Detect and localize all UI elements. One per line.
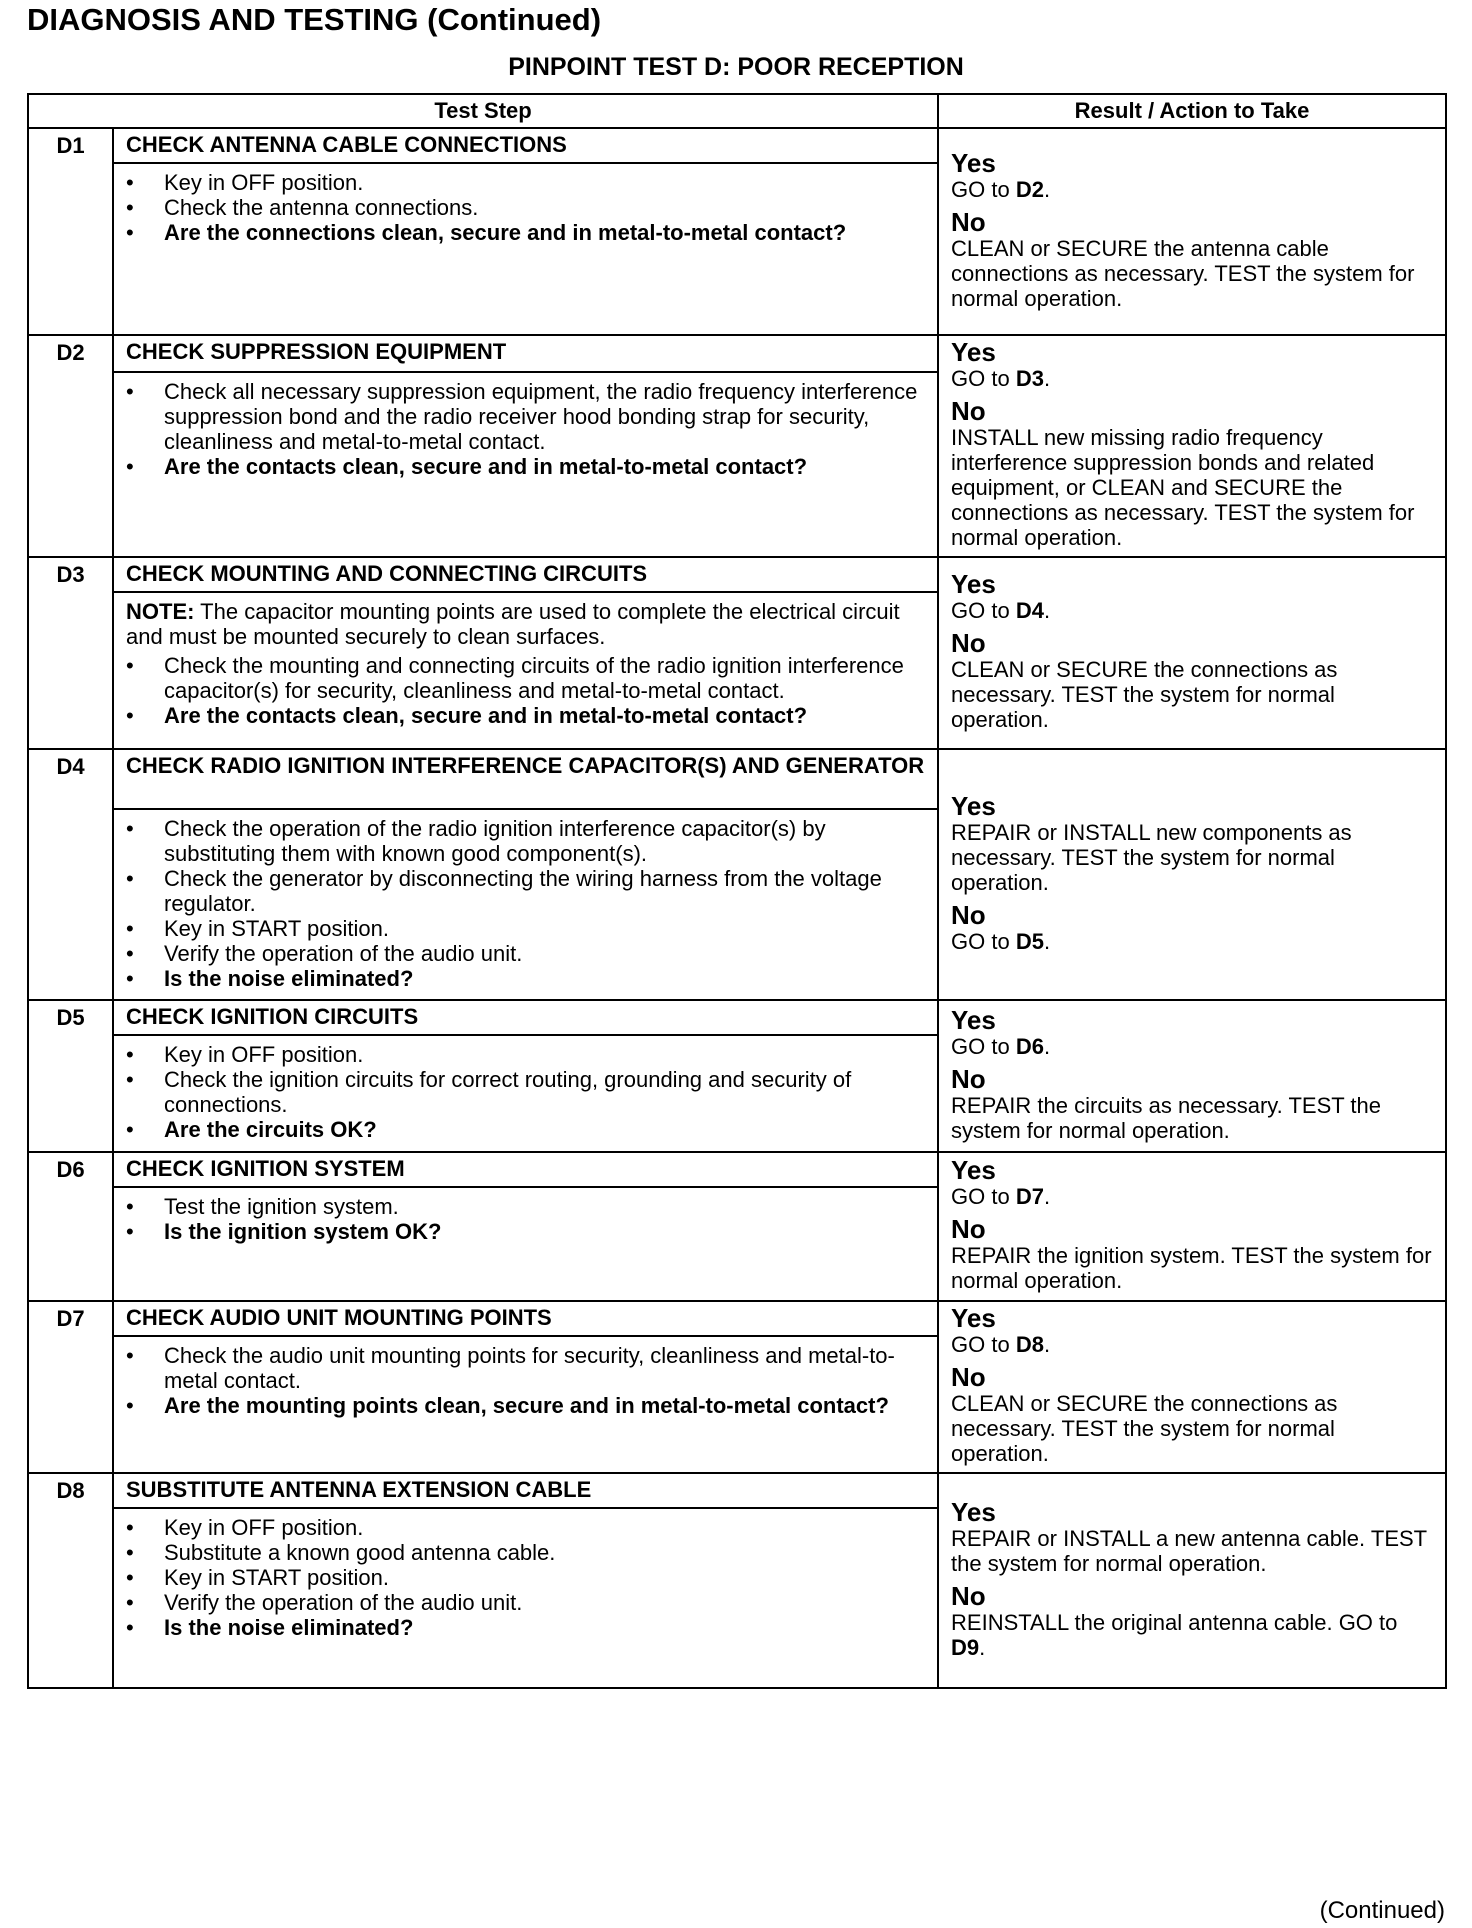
bullet-icon: • <box>126 454 134 480</box>
step-title-row <box>28 1152 1446 1187</box>
bullet-icon: • <box>126 1515 134 1540</box>
result-action-text: REPAIR the ignition system. TEST the system for normal operation. <box>951 1243 1432 1293</box>
pinpoint-test-table <box>27 93 1447 1689</box>
result-action-suffix: . <box>1043 1332 1051 1357</box>
step-note <box>126 599 925 649</box>
instruction-text: Check the operation of the radio ignition interference capacitor(s) by substituting them with known good component(s). <box>164 816 826 866</box>
bullet-icon: • <box>126 1343 134 1369</box>
result-action <box>951 929 1433 954</box>
instruction-item <box>126 195 925 220</box>
step-title-row <box>28 335 1446 372</box>
bullet-icon: • <box>126 170 134 195</box>
step-result <box>938 128 1446 335</box>
step-result <box>938 557 1446 749</box>
result-action <box>951 1093 1433 1143</box>
step-title: CHECK MOUNTING AND CONNECTING CIRCUITS <box>113 557 938 592</box>
instruction-item <box>126 1393 925 1418</box>
result-action <box>951 177 1433 202</box>
step-title-row <box>28 128 1446 163</box>
result-action-suffix: . <box>1043 1184 1051 1209</box>
instruction-text: Is the ignition system OK? <box>164 1219 442 1244</box>
instruction-item <box>126 170 925 195</box>
instruction-text: Check the generator by disconnecting the wiring harness from the voltage regulator. <box>164 866 882 916</box>
bullet-icon: • <box>126 379 134 405</box>
result-label: Yes <box>951 1004 996 1035</box>
instruction-text: Are the mounting points clean, secure and in metal-to-metal contact? <box>164 1393 889 1419</box>
column-header-result: Result / Action to Take <box>938 94 1446 128</box>
result-step-link[interactable]: D4 <box>1015 598 1044 623</box>
result-step-link[interactable]: D3 <box>1015 366 1044 391</box>
bullet-icon: • <box>126 866 134 891</box>
bullet-icon: • <box>126 653 134 678</box>
result-action <box>951 425 1433 550</box>
result-label: No <box>951 1214 986 1244</box>
note-label: NOTE: <box>126 599 195 624</box>
instruction-item <box>126 1540 925 1565</box>
step-title: CHECK IGNITION CIRCUITS <box>113 1000 938 1035</box>
instruction-item <box>126 1590 925 1615</box>
instruction-text: Verify the operation of the audio unit. <box>164 1590 523 1615</box>
bullet-icon: • <box>126 220 134 245</box>
result-step-link[interactable]: D8 <box>1015 1332 1044 1357</box>
result-action-text: GO to <box>951 1184 1016 1209</box>
instruction-item <box>126 1343 925 1393</box>
bullet-icon: • <box>126 1565 134 1590</box>
step-id: D6 <box>28 1152 113 1301</box>
bullet-icon: • <box>126 941 134 966</box>
instruction-item <box>126 1194 925 1219</box>
result-label: Yes <box>951 337 996 367</box>
result-step-link[interactable]: D9 <box>951 1634 980 1660</box>
step-id: D5 <box>28 1000 113 1152</box>
result-label: No <box>951 899 986 930</box>
pinpoint-test-title: PINPOINT TEST D: POOR RECEPTION <box>508 53 964 81</box>
result-action-text: GO to <box>951 366 1016 391</box>
instruction-item <box>126 816 925 866</box>
bullet-icon: • <box>126 1067 134 1092</box>
bullet-icon: • <box>126 816 134 841</box>
result-action-text: REPAIR or INSTALL a new antenna cable. TEST the system for normal operation. <box>951 1525 1427 1576</box>
result-action <box>951 1243 1433 1293</box>
instruction-text: Test the ignition system. <box>164 1194 399 1219</box>
result-action-text: CLEAN or SECURE the connections as necessary. TEST the system for normal operation. <box>951 657 1338 732</box>
result-step-link[interactable]: D6 <box>1015 1033 1044 1059</box>
result-label: Yes <box>951 1496 996 1527</box>
step-instructions <box>113 372 938 557</box>
result-action-text: CLEAN or SECURE the antenna cable connections as necessary. TEST the system for normal operation. <box>951 235 1415 311</box>
page-header: DIAGNOSIS AND TESTING (Continued) <box>27 2 602 37</box>
column-header-test-step: Test Step <box>28 94 938 128</box>
result-label: Yes <box>951 1303 996 1333</box>
bullet-icon: • <box>126 703 134 728</box>
result-label: No <box>951 206 986 237</box>
instruction-text: Key in START position. <box>164 916 389 941</box>
step-instructions <box>113 163 938 335</box>
bullet-icon: • <box>126 1615 134 1640</box>
step-id: D4 <box>28 749 113 1000</box>
result-action <box>951 1184 1433 1209</box>
result-label: Yes <box>951 790 996 821</box>
step-title-row <box>28 557 1446 592</box>
instruction-text: Are the circuits OK? <box>164 1117 377 1142</box>
result-label: No <box>951 628 986 658</box>
instruction-item <box>126 703 925 728</box>
instruction-text: Key in START position. <box>164 1565 389 1590</box>
result-action-text: GO to <box>951 1033 1016 1059</box>
step-id: D7 <box>28 1301 113 1473</box>
step-result <box>938 1152 1446 1301</box>
step-title-row <box>28 1000 1446 1035</box>
result-label: No <box>951 396 986 426</box>
result-action-text: GO to <box>951 176 1016 202</box>
result-action-text: REINSTALL the original antenna cable. GO to <box>951 1609 1398 1635</box>
step-title: CHECK ANTENNA CABLE CONNECTIONS <box>113 128 938 163</box>
continued-label: (Continued) <box>1319 1897 1445 1924</box>
instruction-item <box>126 1615 925 1640</box>
bullet-icon: • <box>126 195 134 220</box>
step-id: D1 <box>28 128 113 335</box>
result-action-text: GO to <box>951 928 1016 954</box>
bullet-icon: • <box>126 1393 134 1419</box>
instruction-item <box>126 220 925 245</box>
result-action-text: GO to <box>951 1332 1016 1357</box>
step-id: D2 <box>28 335 113 557</box>
result-action-suffix: . <box>1043 598 1051 623</box>
step-title: CHECK AUDIO UNIT MOUNTING POINTS <box>113 1301 938 1336</box>
result-action <box>951 1332 1433 1357</box>
step-title-row <box>28 1301 1446 1336</box>
result-action-suffix: . <box>1043 928 1051 954</box>
step-result <box>938 1473 1446 1688</box>
instruction-text: Check the mounting and connecting circuits of the radio ignition interference capacitor(s) for security, cleanliness and metal-to-metal contact. <box>164 653 904 703</box>
instruction-text: Are the contacts clean, secure and in metal-to-metal contact? <box>164 454 808 480</box>
result-action-suffix: . <box>1043 366 1051 391</box>
step-title-row <box>28 749 1446 809</box>
instruction-item <box>126 1042 925 1067</box>
bullet-icon: • <box>126 1042 134 1067</box>
step-title: CHECK RADIO IGNITION INTERFERENCE CAPACITOR(S) AND GENERATOR <box>113 749 938 809</box>
result-action-suffix: . <box>979 1634 986 1660</box>
step-instructions <box>113 592 938 749</box>
step-instructions <box>113 1035 938 1152</box>
instruction-text: Check the antenna connections. <box>164 195 479 220</box>
instruction-text: Are the contacts clean, secure and in metal-to-metal contact? <box>164 703 808 728</box>
instruction-item <box>126 916 925 941</box>
result-action <box>951 1526 1433 1576</box>
result-label: Yes <box>951 147 996 178</box>
step-title: CHECK SUPPRESSION EQUIPMENT <box>113 335 938 372</box>
result-action <box>951 366 1433 391</box>
step-result <box>938 1301 1446 1473</box>
result-label: No <box>951 1362 986 1392</box>
result-action <box>951 236 1433 311</box>
result-action <box>951 1610 1433 1660</box>
result-label: No <box>951 1063 986 1094</box>
instruction-item <box>126 866 925 916</box>
result-step-link[interactable]: D2 <box>1015 176 1044 202</box>
result-action <box>951 657 1433 732</box>
instruction-text: Verify the operation of the audio unit. <box>164 941 523 966</box>
table-header-row <box>28 94 1446 128</box>
step-id: D8 <box>28 1473 113 1688</box>
step-instructions <box>113 809 938 1000</box>
bullet-icon: • <box>126 966 134 991</box>
bullet-icon: • <box>126 1117 134 1142</box>
instruction-text: Substitute a known good antenna cable. <box>164 1540 556 1565</box>
bullet-icon: • <box>126 1219 134 1244</box>
result-step-link[interactable]: D5 <box>1015 928 1044 954</box>
result-action <box>951 598 1433 623</box>
result-label: Yes <box>951 1155 996 1185</box>
step-title-row <box>28 1473 1446 1508</box>
instruction-item <box>126 941 925 966</box>
step-instructions <box>113 1508 938 1688</box>
instruction-item <box>126 1117 925 1142</box>
instruction-item <box>126 1565 925 1590</box>
instruction-item <box>126 1515 925 1540</box>
step-instructions <box>113 1187 938 1301</box>
instruction-text: Check the ignition circuits for correct routing, grounding and security of connections. <box>164 1067 852 1117</box>
instruction-text: Are the connections clean, secure and in metal-to-metal contact? <box>164 220 847 245</box>
bullet-icon: • <box>126 1590 134 1615</box>
step-title: SUBSTITUTE ANTENNA EXTENSION CABLE <box>113 1473 938 1508</box>
step-result <box>938 1000 1446 1152</box>
step-result <box>938 749 1446 1000</box>
result-action-text: REPAIR or INSTALL new components as necessary. TEST the system for normal operation. <box>951 819 1352 895</box>
step-result <box>938 335 1446 557</box>
instruction-item <box>126 454 925 479</box>
instruction-text: Is the noise eliminated? <box>164 966 414 991</box>
result-action-suffix: . <box>1043 176 1051 202</box>
bullet-icon: • <box>126 916 134 941</box>
instruction-item <box>126 379 925 454</box>
instruction-text: Check the audio unit mounting points for security, cleanliness and metal-to-metal contact. <box>164 1343 895 1394</box>
instruction-text: Is the noise eliminated? <box>164 1615 414 1640</box>
instruction-text: Key in OFF position. <box>164 1042 364 1067</box>
instruction-item <box>126 1067 925 1117</box>
result-action <box>951 1034 1433 1059</box>
result-action-text: GO to <box>951 598 1016 623</box>
result-action-text: INSTALL new missing radio frequency interference suppression bonds and related equipment, or CLEAN and SECURE the connections as necessary. TEST the system for normal operation. <box>951 425 1415 550</box>
instruction-text: Check all necessary suppression equipment, the radio frequency interference suppression bond and the radio receiver hood bonding strap for security, cleanliness and metal-to-metal contact. <box>164 379 918 455</box>
step-instructions <box>113 1336 938 1473</box>
result-action <box>951 1391 1433 1466</box>
result-action <box>951 820 1433 895</box>
instruction-text: Key in OFF position. <box>164 1515 364 1540</box>
bullet-icon: • <box>126 1194 134 1219</box>
result-action-text: CLEAN or SECURE the connections as necessary. TEST the system for normal operation. <box>951 1391 1338 1466</box>
note-text: The capacitor mounting points are used to complete the electrical circuit and must be mounted securely to clean surfaces. <box>126 599 900 649</box>
result-action-text: REPAIR the circuits as necessary. TEST the system for normal operation. <box>951 1092 1381 1143</box>
instruction-item <box>126 1219 925 1244</box>
instruction-text: Key in OFF position. <box>164 170 364 195</box>
instruction-item <box>126 966 925 991</box>
result-step-link[interactable]: D7 <box>1015 1184 1044 1209</box>
step-title: CHECK IGNITION SYSTEM <box>113 1152 938 1187</box>
result-label: Yes <box>951 569 996 599</box>
result-action-suffix: . <box>1043 1033 1051 1059</box>
step-id: D3 <box>28 557 113 749</box>
instruction-item <box>126 653 925 703</box>
bullet-icon: • <box>126 1540 134 1565</box>
result-label: No <box>951 1580 986 1611</box>
